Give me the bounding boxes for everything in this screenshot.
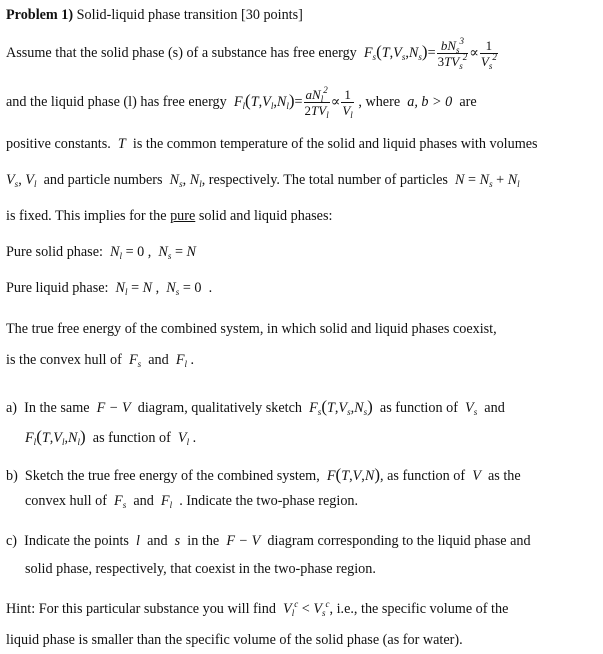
- fs-symbol: $F_s$: [128, 352, 142, 369]
- liquid-free-energy-formula: $F_l(T,V_l,N_l)=$ $\frac{aN_l^2}{2TV_l}$ ∝ $\frac{1}{V_l}$: [233, 85, 353, 120]
- part-c-text-2: and: [147, 533, 168, 549]
- part-a-text-4: and: [484, 400, 505, 416]
- where-text: , where: [358, 93, 401, 110]
- total-particles-formula: $N = N_s + N_l$: [455, 172, 520, 189]
- problem-number: Problem 1): [6, 7, 74, 23]
- part-c-label: c): [6, 533, 18, 549]
- part-c-line-1: [6, 534, 531, 548]
- fixed-line: [6, 209, 332, 223]
- hint-inequality: $V_l^c < V_s^c$: [283, 599, 330, 618]
- part-c-text-1: Indicate the points: [24, 533, 129, 549]
- solid-free-energy-formula: $F_s(T,V_s,N_s)=$ $\frac{bN_s^3}{3TV_s^2}$ ∝ $\frac{1}{V_s^2}$: [363, 36, 497, 71]
- part-c-text-4: diagram corresponding to the liquid phase and: [267, 533, 531, 549]
- part-a-vs-symbol: $V_s$: [465, 400, 478, 417]
- part-a-line-1: [6, 398, 505, 415]
- part-c-text-3: in the: [187, 533, 220, 549]
- liquid-intro-text: and the liquid phase (l) has free energy: [6, 93, 227, 110]
- part-a-text-3: as function of: [379, 400, 458, 416]
- part-a-text-5: as function of: [92, 430, 171, 446]
- part-b-fl-symbol: $F_l$: [160, 493, 173, 510]
- hint-text-2: , i.e., the specific volume of the: [329, 601, 509, 617]
- pure-solid-line: [6, 245, 196, 259]
- part-b-v-symbol: V: [472, 468, 481, 484]
- particle-numbers-text: and particle numbers: [43, 172, 163, 188]
- part-b-text-6: . Indicate the two-phase region.: [179, 493, 359, 509]
- part-a-line-2: $F_l(T,V_l,N_l)$ as function of $V_l$ .: [25, 427, 197, 447]
- problem-title: Solid-liquid phase transition: [76, 7, 238, 23]
- pure-word: pure: [170, 208, 196, 224]
- part-c-line-2: [25, 562, 376, 576]
- temperature-description: is the common temperature of the solid and liquid phases with volumes: [132, 136, 538, 152]
- problem-heading-line: [6, 8, 303, 22]
- part-b-label: b): [6, 468, 18, 484]
- liquid-free-energy-line: [6, 85, 477, 120]
- positive-constants-line: [6, 137, 538, 151]
- fixed-text-post: solid and liquid phases:: [198, 208, 333, 224]
- part-a-diagram-name: F − V: [96, 400, 131, 416]
- part-b-text-3: as the: [487, 468, 521, 484]
- pure-liquid-formula: $N_l = N$ , $N_s = 0$ .: [115, 280, 213, 297]
- particle-symbols: $N_s$: [169, 172, 183, 189]
- part-c-diagram-name: F − V: [226, 533, 261, 549]
- part-a-vl-symbol: $V_l$: [177, 430, 190, 447]
- part-a-text-1: In the same: [24, 400, 90, 416]
- pure-liquid-line: [6, 281, 212, 295]
- part-c-l-symbol: l: [136, 533, 140, 549]
- part-a-fs-formula: $F_s(T,V_s,N_s)$: [309, 397, 373, 417]
- pure-solid-label: Pure solid phase:: [6, 244, 103, 260]
- part-b-fs-symbol: $F_s$: [114, 493, 127, 510]
- volume-symbols: $V_s$: [6, 172, 19, 189]
- positive-constants-text: positive constants.: [6, 136, 111, 152]
- part-b-text-5: and: [133, 493, 154, 509]
- hint-text-1: Hint: For this particular substance you will find: [6, 601, 276, 617]
- part-b-text-2: , as function of: [379, 468, 466, 484]
- true-free-energy-line: [6, 322, 497, 336]
- solid-intro-text: Assume that the solid phase (s) of a substance has free energy: [6, 44, 357, 61]
- part-b-text-4: convex hull of: [25, 493, 107, 509]
- hint-line-2: [6, 633, 463, 647]
- part-a-text-2: diagram, qualitatively sketch: [137, 400, 303, 416]
- solid-free-energy-line: [6, 36, 499, 71]
- part-a-fl-formula: $F_l(T,V_l,N_l)$: [25, 427, 86, 447]
- problem-points: [30 points]: [241, 7, 303, 23]
- part-b-line-2: [25, 494, 358, 508]
- pure-liquid-label: Pure liquid phase:: [6, 280, 109, 296]
- hint-line-1: [6, 599, 509, 618]
- respectively-text: , respectively. The total number of particles: [201, 172, 448, 188]
- convex-hull-line: is the convex hull of $F_s$ and $F_l$ .: [6, 352, 195, 369]
- pure-solid-formula: $N_l = 0$ , $N_s = N$: [110, 244, 196, 261]
- constants-condition: a, b > 0: [407, 93, 453, 110]
- part-b-text-1: Sketch the true free energy of the combined system,: [24, 468, 320, 484]
- fl-symbol: $F_l$: [175, 352, 187, 369]
- part-c-s-symbol: s: [174, 533, 181, 549]
- part-b-line-1: [6, 466, 521, 483]
- fixed-text-pre: is fixed. This implies for the: [6, 208, 167, 224]
- hint-text-3: liquid phase is smaller than the specific volume of the solid phase (as for water).: [6, 632, 463, 648]
- part-a-label: a): [6, 400, 18, 416]
- and-word: and: [148, 352, 169, 368]
- convex-hull-text: is the convex hull of: [6, 352, 122, 368]
- temperature-symbol: T: [117, 136, 126, 152]
- particle-numbers-line: $V_s$, $V_l$ and particle numbers $N_s$, $N_l$, respectively. The total number of particles $N = N_s + N_l$: [6, 172, 520, 189]
- are-text: are: [459, 93, 477, 110]
- part-c-text-5: solid phase, respectively, that coexist in the two-phase region.: [25, 561, 376, 577]
- part-b-f-formula: F(T,V,N): [326, 465, 380, 484]
- true-free-energy-text: The true free energy of the combined system, in which solid and liquid phases coexist,: [6, 321, 497, 337]
